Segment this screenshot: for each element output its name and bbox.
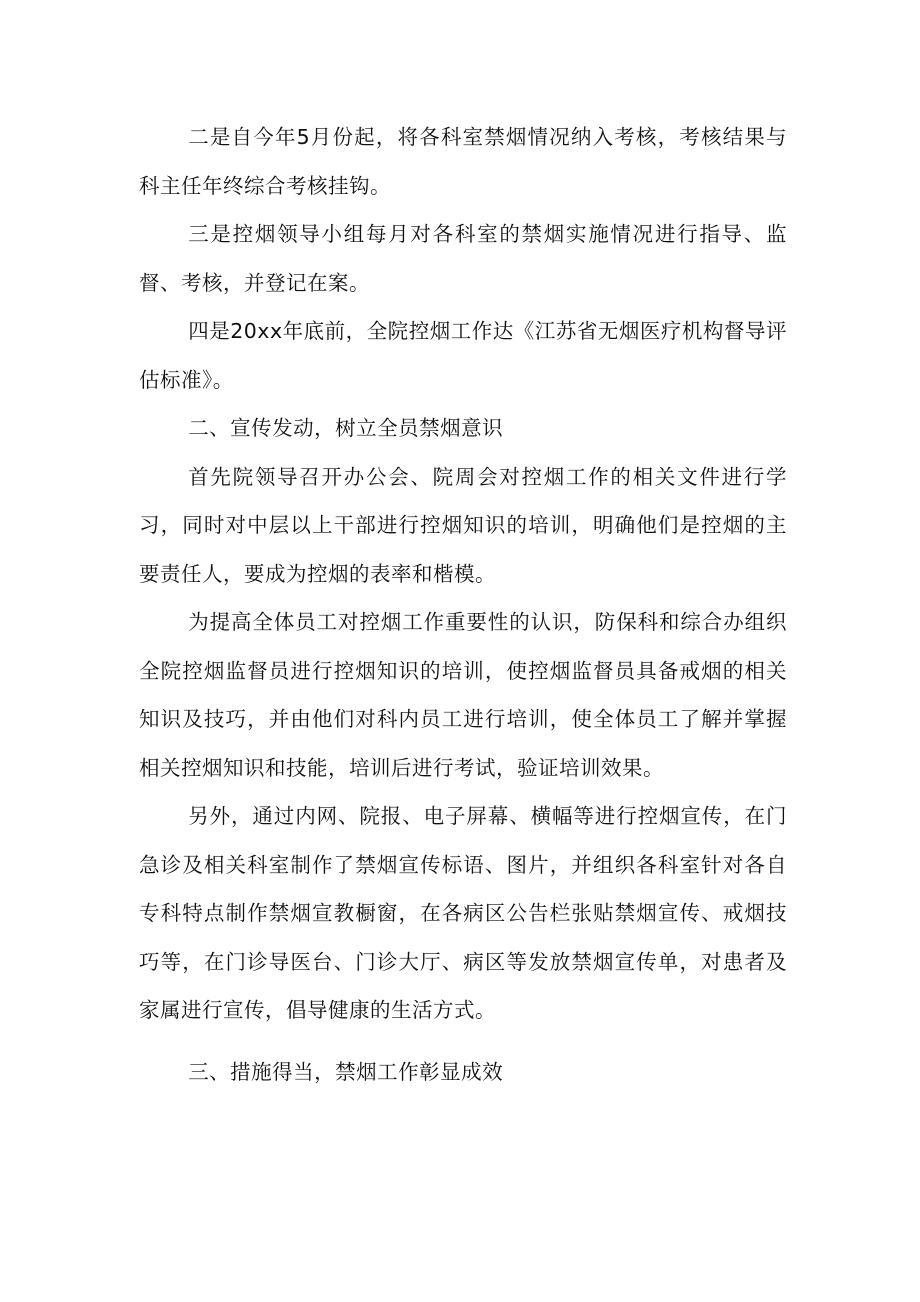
paragraph-monthly-supervision: 三是控烟领导小组每月对各科室的禁烟实施情况进行指导、监督、考核，并登记在案。 bbox=[139, 222, 787, 295]
section-heading-results: 三、措施得当，禁烟工作彰显成效 bbox=[188, 1059, 504, 1084]
section-heading-publicity: 二、宣传发动，树立全员禁烟意识 bbox=[188, 416, 504, 440]
paragraph-publicity-channels: 另外，通过内网、院报、电子屏幕、横幅等进行控烟宣传，在门急诊及相关科室制作了禁烟宣传标语、图片，并组织各科室针对各自专科特点制作禁烟宣教橱窗，在各病区公告栏张贴禁烟宣传、戒烟技巧等，在门诊导医台、门诊大厅、病区等发放禁烟宣传单，对患者及家属进行宣传，倡导健康的生活方式。 bbox=[139, 804, 787, 1022]
paragraph-year-end-standard: 四是20xx年底前，全院控烟工作达《江苏省无烟医疗机构督导评估标准》。 bbox=[139, 319, 787, 392]
paragraph-assessment-may: 二是自今年5月份起，将各科室禁烟情况纳入考核，考核结果与科主任年终综合考核挂钩。 bbox=[139, 125, 787, 198]
document-body bbox=[139, 113, 787, 1096]
paragraph-staff-training: 为提高全体员工对控烟工作重要性的认识，防保科和综合办组织全院控烟监督员进行控烟知识的培训，使控烟监督员具备戒烟的相关知识及技巧，并由他们对科内员工进行培训，使全体员工了解并掌握相关控烟知识和技能，培训后进行考试，验证培训效果。 bbox=[139, 610, 787, 780]
paragraph-leadership-meeting: 首先院领导召开办公会、院周会对控烟工作的相关文件进行学习，同时对中层以上干部进行控烟知识的培训，明确他们是控烟的主要责任人，要成为控烟的表率和楷模。 bbox=[139, 464, 787, 586]
